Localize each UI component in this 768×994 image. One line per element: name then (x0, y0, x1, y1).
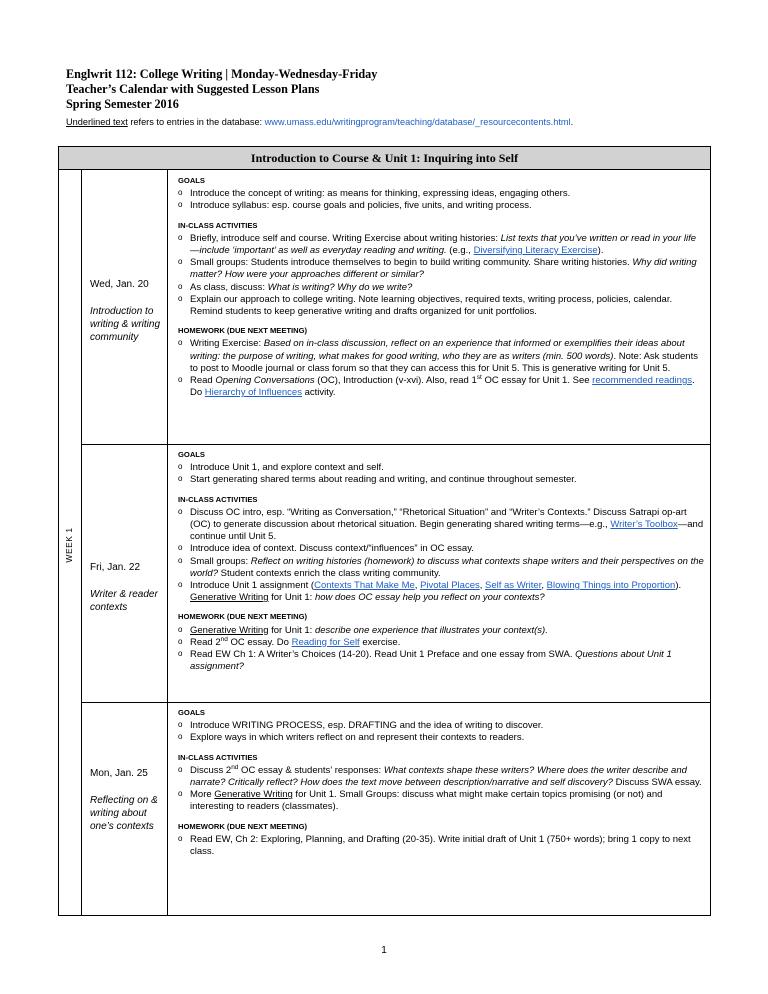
bullet-icon: o (178, 543, 183, 553)
bullet-icon: o (178, 580, 183, 590)
bullet-icon: o (178, 764, 183, 774)
course-title: Englwrit 112: College Writing | Monday-Wednesday-Friday (66, 67, 378, 81)
list-item: o Discuss 2nd OC essay & students’ responses: What contexts shape these writers? Where does the writer describe and narrate? Critically reflect? How does the text move between description/narrative and self discovery? Discuss SWA essay. (178, 763, 702, 789)
homework-heading: HOMEWORK (DUE NEXT MEETING) (178, 821, 308, 831)
lesson-content (178, 449, 704, 673)
list-item: o Read Opening Conversations (OC), Introduction (v-xvi). Also, read 1st OC essay for Unit 1. See recommended readings. Do Hierarchy of Influences activity. (178, 373, 695, 399)
bullet-icon: o (178, 338, 183, 348)
list-item: o As class, discuss: What is writing? Why do we write? (178, 281, 413, 293)
writers-toolbox-link[interactable]: Writer’s Toolbox (610, 519, 678, 531)
calendar-title: Teacher’s Calendar with Suggested Lesson Plans (66, 82, 320, 96)
generative-writing-ref[interactable]: Generative Writing (214, 789, 293, 801)
bullet-icon: o (178, 257, 183, 267)
list-item: o Generative Writing for Unit 1: describe one experience that illustrates your context(s). (178, 624, 548, 636)
lesson-table (58, 146, 711, 916)
list-item: o Introduce WRITING PROCESS, esp. DRAFTING and the idea of writing to discover. (178, 720, 544, 732)
list-item: o Discuss OC intro, esp. “Writing as Conversation,” “Rhetorical Situation” and “Writer’s Contexts.” Discuss Satrapi op-art (OC) to generate discussion about rhetorical situation. Begin generating shared writing terms—e.g., Writer’s Toolbox—and continue until Unit 5. (178, 506, 704, 543)
list-item: o Read EW Ch 1: A Writer’s Choices (14-20). Read Unit 1 Preface and one essay from SWA. Questions about Unit 1 assignment? (178, 649, 672, 673)
list-item: o Small groups: Reflect on writing histories (homework) to discuss what contexts shape writers and their perspectives on the world? Student contexts enrich the class writing community. (178, 555, 704, 579)
semester-title: Spring Semester 2016 (66, 97, 179, 111)
bullet-icon: o (178, 649, 183, 659)
hierarchy-of-influences-link[interactable]: Hierarchy of Influences (204, 387, 302, 399)
activities-heading: IN-CLASS ACTIVITIES (178, 494, 258, 504)
date-cell (82, 702, 168, 915)
activities-heading: IN-CLASS ACTIVITIES (178, 752, 258, 762)
lesson-date: Fri, Jan. 22 (90, 562, 141, 573)
date-cell (82, 444, 168, 702)
lesson-row-mon-jan-25 (82, 702, 710, 915)
bullet-icon: o (178, 555, 183, 565)
homework-heading: HOMEWORK (DUE NEXT MEETING) (178, 612, 308, 622)
pivotal-places-link[interactable]: Pivotal Places (420, 580, 480, 592)
goals-heading: GOALS (178, 176, 206, 185)
goals-heading: GOALS (178, 708, 206, 717)
contexts-that-make-me-link[interactable]: Contexts That Make Me (314, 580, 415, 592)
activities-list (178, 233, 704, 318)
lesson-topic: Introduction to writing & writing community (90, 306, 161, 343)
bullet-icon: o (178, 720, 183, 730)
list-item: o Introduce idea of context. Discuss context/“influences” in OC essay. (178, 543, 474, 555)
homework-list (178, 625, 704, 674)
list-item: o Briefly, introduce self and course. Writing Exercise about writing histories: List texts that you’ve written or read in your life—include ‘important’ as well as everyday reading and writing. (e.g., Diversifying Literacy Exercise). (178, 232, 697, 257)
list-item: o Start generating shared terms about reading and writing, and continue throughout semester. (178, 474, 577, 486)
database-note: Underlined text refers to entries in the database: www.umass.edu/writingprogram/teaching/database/_resourcecontents.html. (66, 117, 574, 127)
list-item: o Explain our approach to college writing. Note learning objectives, required texts, writing process, policies, calendar. Remind students to keep generative writing and drafts organized for unit portfolios. (178, 293, 673, 318)
bullet-icon: o (178, 200, 183, 210)
lesson-date: Mon, Jan. 25 (90, 768, 148, 779)
underlined-text-label: Underlined text (66, 117, 128, 127)
list-item: o Writing Exercise: Based on in-class discussion, reflect on an experience that informed or exemplifies their ideas about writing: the purpose of writing, what makes for good writing, who they are as writers (min. 500 words). Note: Ask students to post to Moodle journal or class forum so that they can access this for Unit 5. This is generative writing for Unit 5. (178, 338, 698, 374)
bullet-icon: o (178, 624, 183, 634)
list-item: o Explore ways in which writers reflect on and represent their contexts to readers. (178, 732, 525, 744)
goals-list (178, 720, 704, 744)
list-item: o Introduce the concept of writing: as means for thinking, expressing ideas, engaging others. (178, 188, 571, 200)
generative-writing-ref[interactable]: Generative Writing (190, 624, 269, 636)
bullet-icon: o (178, 833, 183, 843)
blowing-things-link[interactable]: Blowing Things into Proportion (546, 580, 676, 592)
lesson-row-fri-jan-22 (82, 444, 710, 703)
homework-list (178, 834, 704, 858)
list-item: o Read EW, Ch 2: Exploring, Planning, and Drafting (20-35). Write initial draft of Unit 1 (750+ words); bring 1 copy to next class. (178, 833, 691, 858)
date-cell (82, 170, 168, 444)
list-item: o Introduce Unit 1 assignment (Contexts That Make Me, Pivotal Places, Self as Writer, Blowing Things into Proportion). Generative Writing for Unit 1: how does OC essay help you reflect on your contexts? (178, 580, 682, 604)
list-item: o More Generative Writing for Unit 1. Small Groups: discuss what might make certain topics promising (or not) and interesting to readers (classmates). (178, 789, 663, 813)
activities-heading: IN-CLASS ACTIVITIES (178, 220, 258, 230)
bullet-icon: o (178, 462, 183, 472)
activities-list (178, 507, 704, 605)
lesson-topic: Reflecting on & writing about one’s contexts (90, 795, 158, 832)
database-link[interactable]: www.umass.edu/writingprogram/teaching/database/_resourcecontents.html (264, 117, 571, 127)
document-header (66, 67, 726, 127)
week-column (59, 170, 82, 915)
diversifying-literacy-link[interactable]: Diversifying Literacy Exercise (473, 245, 598, 257)
bullet-icon: o (178, 789, 183, 799)
goals-list (178, 188, 704, 212)
recommended-readings-link[interactable]: recommended readings (592, 375, 692, 387)
lesson-row-wed-jan-20 (82, 170, 710, 445)
bullet-icon: o (178, 375, 183, 385)
bullet-icon: o (178, 474, 183, 484)
lesson-content (178, 707, 704, 858)
reading-for-self-link[interactable]: Reading for Self (291, 636, 360, 648)
bullet-icon: o (178, 188, 183, 198)
list-item: o Small groups: Students introduce themselves to begin to build writing community. Share writing histories. Why did writing matter? How were your approaches different or similar? (178, 257, 697, 281)
lesson-date: Wed, Jan. 20 (90, 279, 149, 290)
self-as-writer-link[interactable]: Self as Writer (485, 580, 542, 592)
lesson-topic: Writer & reader contexts (90, 589, 158, 613)
week-label: WEEK 1 (64, 527, 74, 563)
list-item: o Read 2nd OC essay. Do Reading for Self exercise. (178, 635, 401, 648)
homework-list (178, 338, 704, 399)
generative-writing-ref[interactable]: Generative Writing (190, 592, 269, 604)
bullet-icon: o (178, 506, 183, 516)
unit-title: Introduction to Course & Unit 1: Inquiring into Self (59, 147, 710, 170)
list-item: o Introduce syllabus: esp. course goals and policies, five units, and writing process. (178, 200, 532, 212)
list-item: o Introduce Unit 1, and explore context and self. (178, 462, 384, 474)
bullet-icon: o (178, 732, 183, 742)
bullet-icon: o (178, 232, 183, 242)
bullet-icon: o (178, 293, 183, 303)
goals-list (178, 462, 704, 486)
activities-list (178, 765, 704, 814)
homework-heading: HOMEWORK (DUE NEXT MEETING) (178, 326, 308, 336)
bullet-icon: o (178, 636, 183, 646)
lesson-content (178, 175, 704, 399)
bullet-icon: o (178, 281, 183, 291)
page-number: 1 (381, 945, 387, 956)
goals-heading: GOALS (178, 450, 206, 459)
